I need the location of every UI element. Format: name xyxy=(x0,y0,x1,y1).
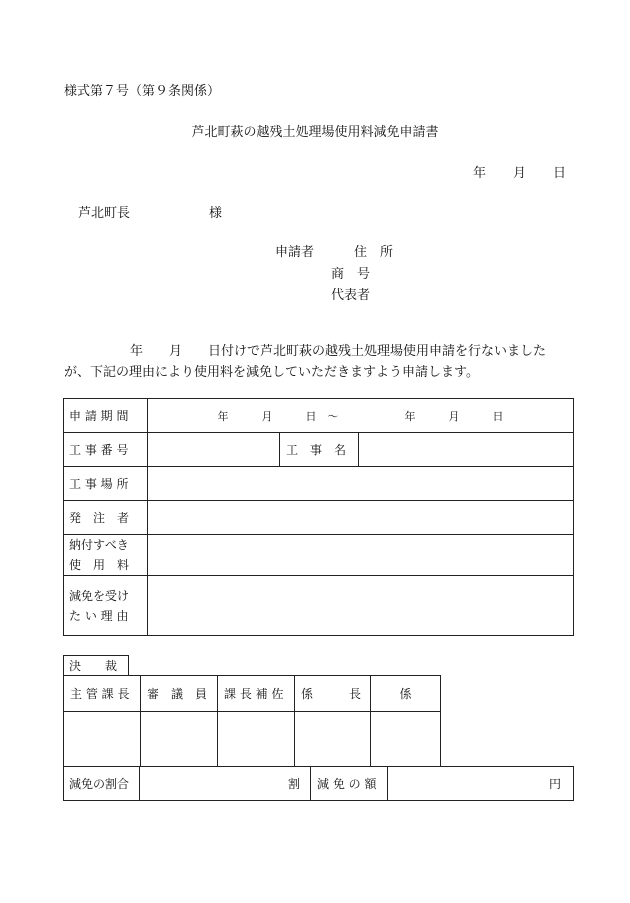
fee-row xyxy=(64,535,574,576)
fee-label-line-1: 納付すべき xyxy=(69,538,129,552)
date-month-label: 月 xyxy=(513,166,527,181)
approval-stamp-table xyxy=(63,675,441,767)
addressee: 芦北町長 xyxy=(78,206,131,221)
stamp-box[interactable] xyxy=(371,712,441,767)
date-day-label: 日 xyxy=(553,166,567,181)
approval-col-assistant-manager: 課 長 補 佐 xyxy=(218,676,295,712)
approval-stamp-row xyxy=(64,712,441,767)
orderer-row xyxy=(64,501,574,535)
period-label: 申 請 期 間 xyxy=(64,399,148,433)
stamp-box[interactable] xyxy=(141,712,218,767)
approval-col-councilor: 審 議 員 xyxy=(141,676,218,712)
reduction-table xyxy=(63,766,574,801)
application-details-table xyxy=(63,398,574,636)
reason-label xyxy=(64,576,148,636)
form-number: 様式第７号（第９条関係） xyxy=(64,84,221,99)
representative-label: 代表者 xyxy=(331,288,371,303)
approval-col-manager: 主 管 課 長 xyxy=(64,676,141,712)
reason-row xyxy=(64,576,574,636)
orderer-field[interactable] xyxy=(148,501,574,535)
applicant-label: 申請者 xyxy=(275,245,315,260)
work-site-label: 工 事 場 所 xyxy=(64,467,148,501)
work-site-row xyxy=(64,467,574,501)
orderer-label: 発 注 者 xyxy=(64,501,148,535)
stamp-box[interactable] xyxy=(218,712,295,767)
reduction-amount-field[interactable] xyxy=(388,767,574,801)
fee-label xyxy=(64,535,148,576)
reason-label-line-1: 減免を受け xyxy=(69,588,130,603)
reduction-rate-label: 減免の割合 xyxy=(64,767,140,801)
reason-field[interactable] xyxy=(148,576,574,636)
address-label: 住 所 xyxy=(354,245,394,260)
approval-col-chief: 係 長 xyxy=(295,676,371,712)
work-number-label: 工 事 番 号 xyxy=(64,433,148,467)
approval-col-staff: 係 xyxy=(371,676,441,712)
work-number-row xyxy=(64,433,574,467)
fee-field[interactable] xyxy=(148,535,574,576)
request-statement xyxy=(64,341,576,383)
request-statement-line-2: が、下記の理由により使用料を減免していただきますよう申請します。 xyxy=(64,365,479,380)
fee-label-line-2: 使 用 料 xyxy=(69,558,130,572)
work-number-field[interactable] xyxy=(148,433,280,467)
reduction-rate-unit: 割 xyxy=(287,777,300,791)
reason-label-line-2: た い 理 由 xyxy=(69,608,129,623)
period-value[interactable]: 年 月 日 ～ 年 月 日 xyxy=(148,399,574,433)
request-statement-line-1: 年 月 日付けで芦北町萩の越残土処理場使用申請を行ないました xyxy=(130,344,547,359)
stamp-box[interactable] xyxy=(295,712,371,767)
date-year-label: 年 xyxy=(473,166,487,181)
approval-header-row xyxy=(64,676,441,712)
reduction-amount-label: 減 免 の 額 xyxy=(311,767,388,801)
reduction-row xyxy=(64,767,574,801)
reduction-rate-field[interactable] xyxy=(140,767,311,801)
work-name-field[interactable] xyxy=(359,433,574,467)
document-title: 芦北町萩の越残土処理場使用料減免申請書 xyxy=(191,125,439,140)
approval-title: 決 裁 xyxy=(63,655,129,675)
work-site-field[interactable] xyxy=(148,467,574,501)
work-name-label: 工 事 名 xyxy=(280,433,359,467)
reduction-amount-unit: 円 xyxy=(548,777,561,791)
honorific: 様 xyxy=(209,206,223,221)
period-row xyxy=(64,399,574,433)
stamp-box[interactable] xyxy=(64,712,141,767)
company-name-label: 商 号 xyxy=(331,267,371,282)
